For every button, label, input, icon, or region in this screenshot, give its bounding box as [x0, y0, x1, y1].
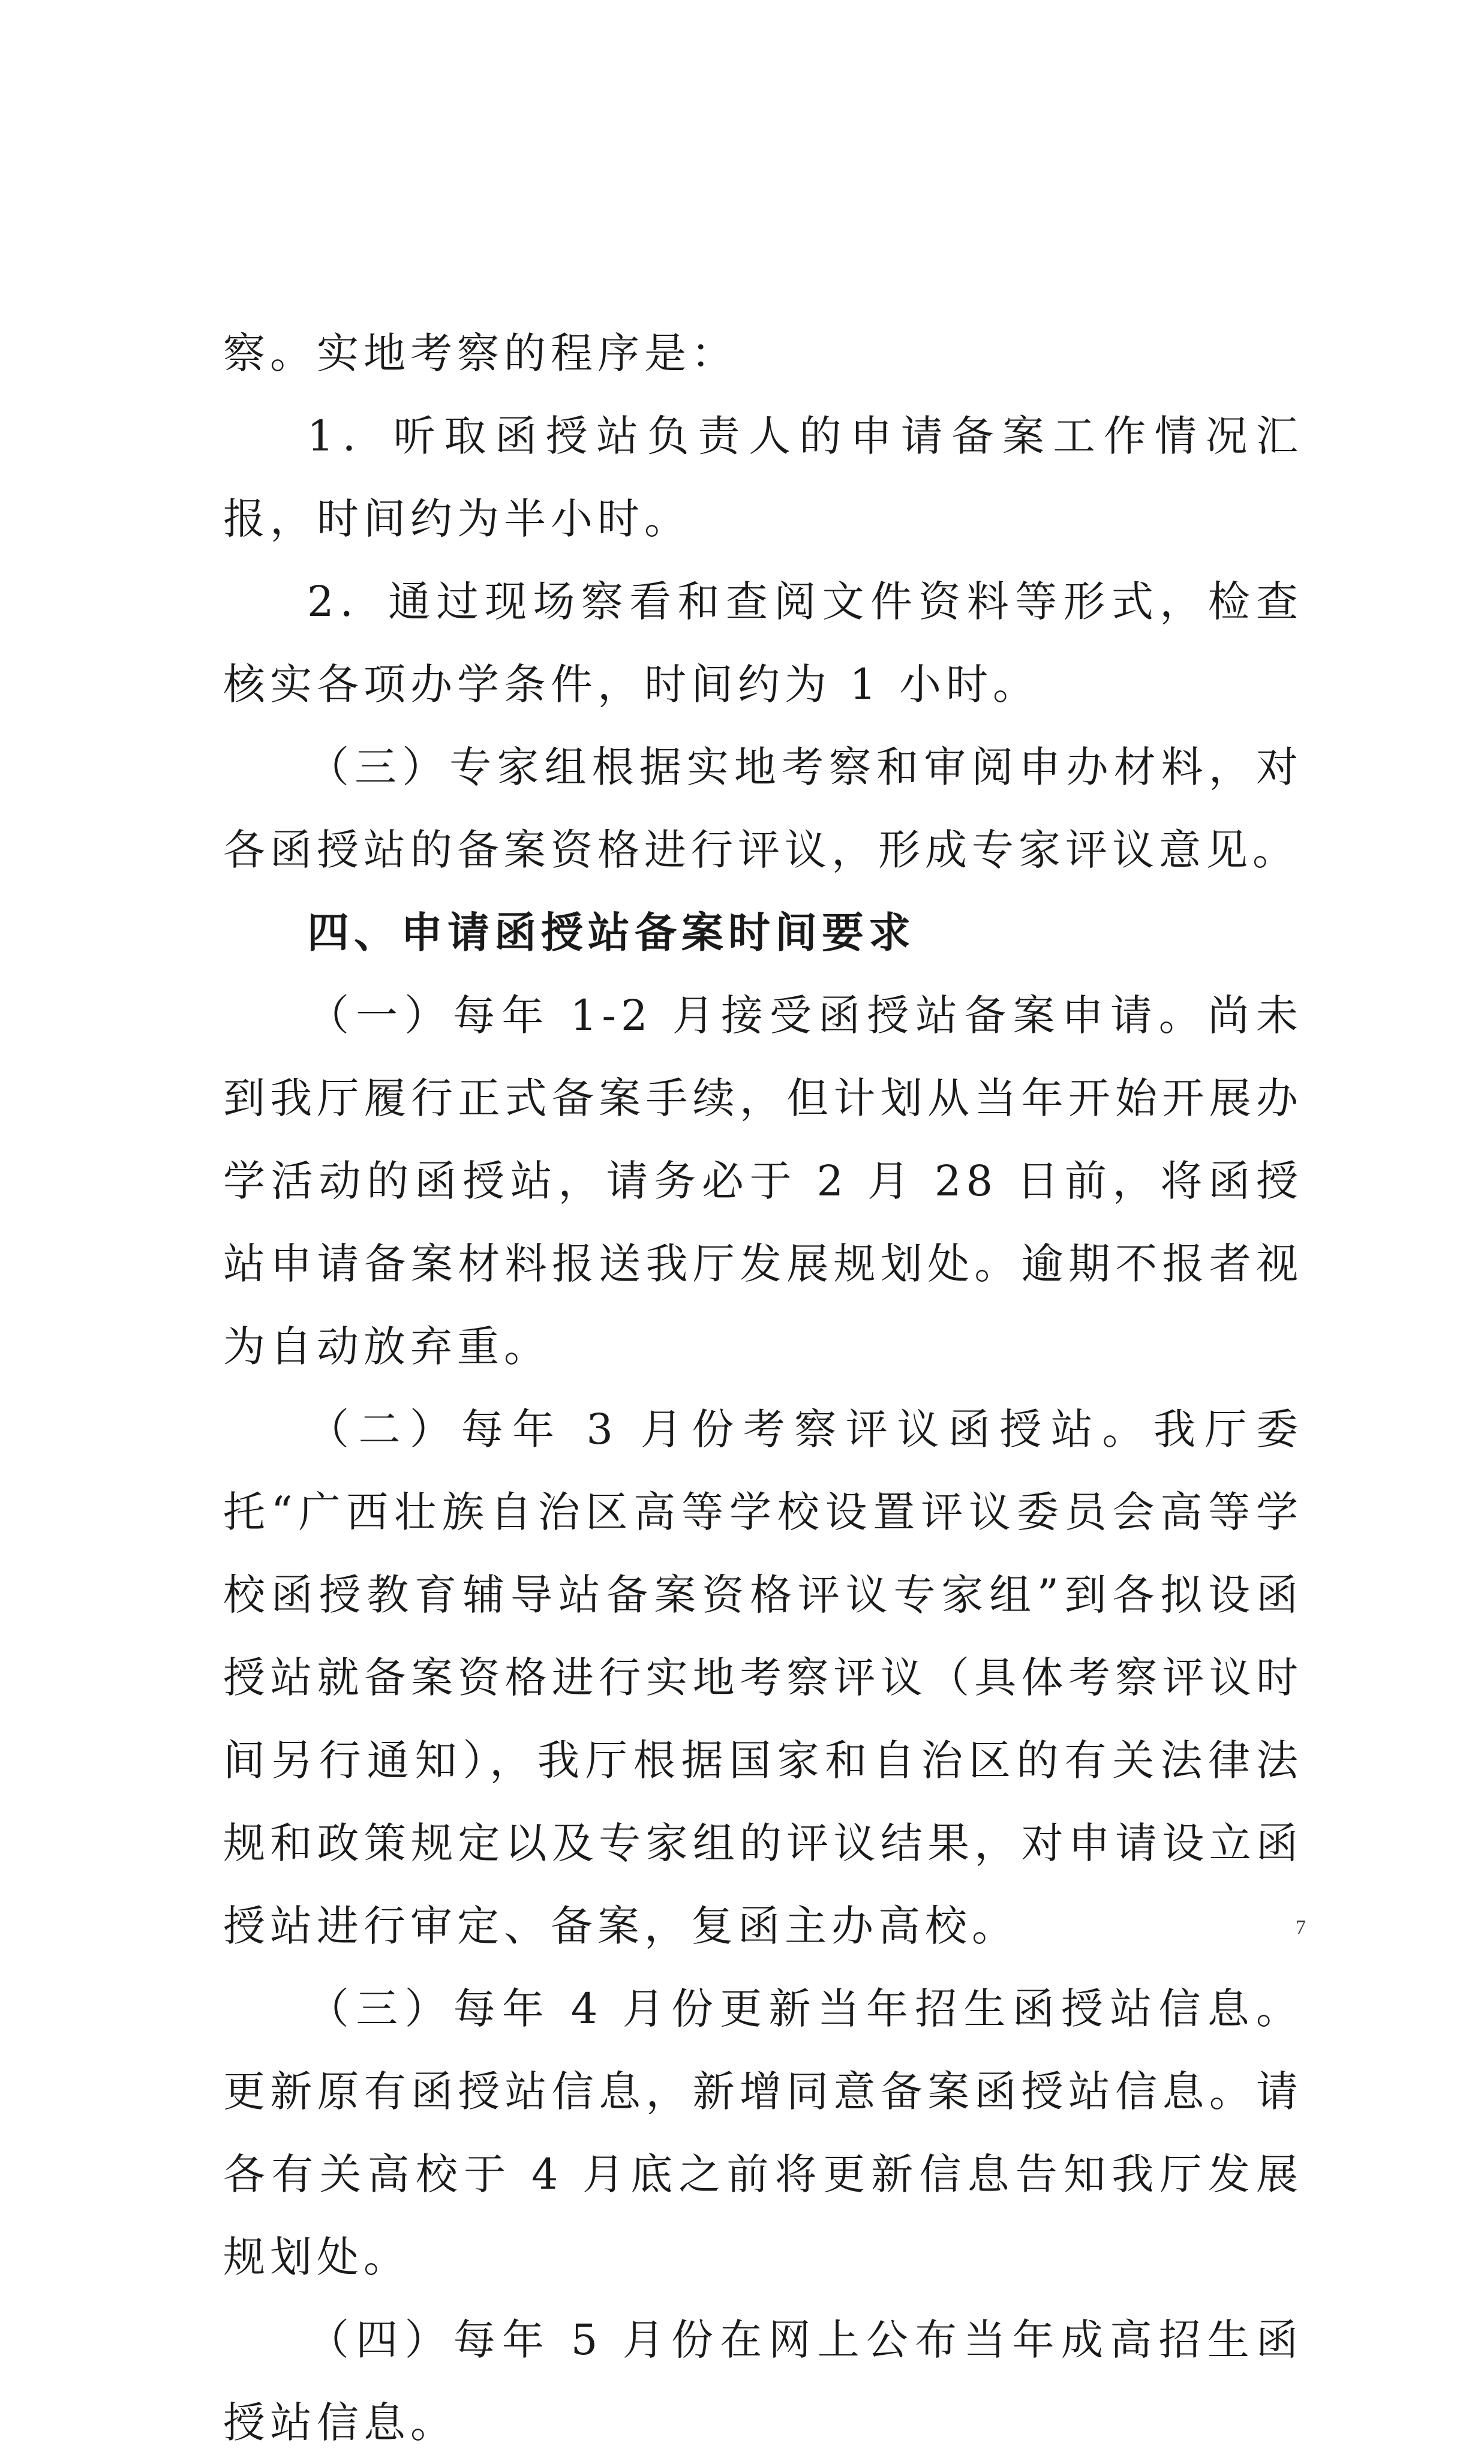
paragraph-item-1: （一）每年 1-2 月接受函授站备案申请。尚未到我厅履行正式备案手续，但计划从当年开始开展办学活动的函授站，请务必于 2 月 28 日前，将函授站申请备案材料报送我厅发展规划处。逾期不报者视为自动放弃重。: [223, 991, 1303, 1371]
paragraph-item-4: （四）每年 5 月份在网上公布当年成高招生函授站信息。: [223, 2315, 1303, 2447]
section-heading: 四、申请函授站备案时间要求: [307, 908, 915, 957]
paragraph-item-2: （二）每年 3 月份考察评议函授站。我厅委托“广西壮族自治区高等学校设置评议委员会高等学校函授教育辅导站备案资格评议专家组”到各拟设函授站就备案资格进行实地考察评议（具体考察评议时间另行通知），我厅根据国家和自治区的有关法律法规和政策规定以及专家组的评议结果，对申请设立函授站进行审定、备案，复函主办高校。: [223, 1405, 1303, 1951]
document-body: [223, 312, 1303, 2464]
paragraph-item-3: （三）每年 4 月份更新当年招生函授站信息。更新原有函授站信息，新增同意备案函授站信息。请各有关高校于 4 月底之前将更新信息告知我厅发展规划处。: [223, 1984, 1303, 2282]
paragraph-expert-review: （三）专家组根据实地考察和审阅申办材料，对各函授站的备案资格进行评议，形成专家评议意见。: [223, 743, 1303, 875]
paragraph-step-2: 2．通过现场察看和查阅文件资料等形式，检查核实各项办学条件，时间约为 1 小时。: [223, 577, 1303, 709]
paragraph-continuation: 察。实地考察的程序是：: [223, 329, 738, 378]
page-number: 7: [1296, 1916, 1306, 1939]
paragraph-step-1: 1．听取函授站负责人的申请备案工作情况汇报，时间约为半小时。: [223, 411, 1303, 543]
